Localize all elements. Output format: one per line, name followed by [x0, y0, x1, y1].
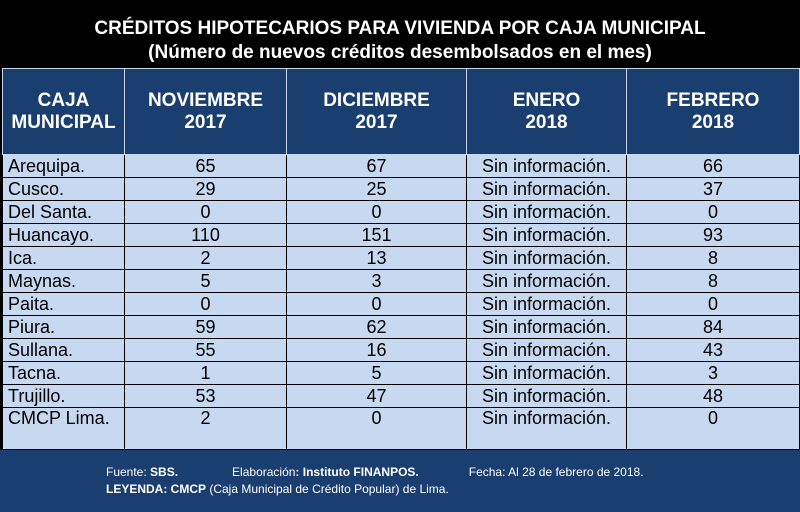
column-header-noviembre: NOVIEMBRE 2017 [125, 69, 287, 155]
cell-feb: 0 [627, 201, 800, 224]
cell-caja: Huancayo. [3, 224, 125, 247]
footer-sources [106, 464, 644, 480]
page-subtitle: (Número de nuevos créditos desembolsados en el mes) [148, 42, 652, 63]
cell-ene: Sin información. [467, 362, 627, 385]
cell-nov: 5 [125, 270, 287, 293]
table-row [3, 339, 800, 362]
table-row [3, 224, 800, 247]
column-header-caja: CAJA MUNICIPAL [3, 69, 125, 155]
column-header-diciembre: DICIEMBRE 2017 [287, 69, 467, 155]
cell-caja: Paita. [3, 293, 125, 316]
cell-dic: 62 [287, 316, 467, 339]
fuente-value: SBS. [150, 465, 179, 479]
cell-nov: 2 [125, 247, 287, 270]
cell-dic: 25 [287, 178, 467, 201]
cell-nov: 0 [125, 201, 287, 224]
cell-caja: Piura. [3, 316, 125, 339]
cell-caja: Maynas. [3, 270, 125, 293]
cell-feb: 84 [627, 316, 800, 339]
cell-dic: 0 [287, 201, 467, 224]
leyenda-label: LEYENDA: CMCP [106, 482, 207, 496]
cell-feb: 66 [627, 155, 800, 178]
cell-nov: 59 [125, 316, 287, 339]
cell-ene: Sin información. [467, 339, 627, 362]
cell-nov: 1 [125, 362, 287, 385]
cell-dic: 47 [287, 385, 467, 408]
table-row [3, 155, 800, 178]
table-header-row [3, 69, 800, 155]
cell-nov: 0 [125, 293, 287, 316]
cell-ene: Sin información. [467, 224, 627, 247]
cell-ene: Sin información. [467, 316, 627, 339]
cell-caja: Sullana. [3, 339, 125, 362]
cell-caja: Trujillo. [3, 385, 125, 408]
cell-caja: CMCP Lima. [3, 408, 125, 450]
cell-caja: Ica. [3, 247, 125, 270]
cell-feb: 48 [627, 385, 800, 408]
table-row [3, 408, 800, 450]
cell-ene: Sin información. [467, 201, 627, 224]
cell-feb: 3 [627, 362, 800, 385]
fecha-text: Fecha: Al 28 de febrero de 2018. [468, 465, 644, 479]
cell-ene: Sin información. [467, 247, 627, 270]
cell-caja: Cusco. [3, 178, 125, 201]
cell-dic: 13 [287, 247, 467, 270]
credits-table [2, 68, 800, 450]
cell-dic: 67 [287, 155, 467, 178]
footer-legend [106, 481, 449, 497]
cell-dic: 16 [287, 339, 467, 362]
cell-ene: Sin información. [467, 385, 627, 408]
page-title: CRÉDITOS HIPOTECARIOS PARA VIVIENDA POR CAJA MUNICIPAL [94, 18, 706, 39]
column-header-febrero: FEBRERO 2018 [627, 69, 800, 155]
table-row [3, 362, 800, 385]
elaboracion-value: : Instituto FINANPOS. [295, 465, 419, 479]
leyenda-value: (Caja Municipal de Crédito Popular) de Lima. [206, 482, 449, 496]
cell-caja: Arequipa. [3, 155, 125, 178]
cell-dic: 0 [287, 293, 467, 316]
cell-feb: 8 [627, 270, 800, 293]
table-row [3, 293, 800, 316]
cell-nov: 65 [125, 155, 287, 178]
title-block [0, 0, 800, 68]
cell-ene: Sin información. [467, 408, 627, 450]
column-header-enero: ENERO 2018 [467, 69, 627, 155]
elaboracion-label: Elaboración [232, 465, 296, 479]
cell-feb: 0 [627, 293, 800, 316]
cell-dic: 151 [287, 224, 467, 247]
cell-nov: 29 [125, 178, 287, 201]
table-row [3, 385, 800, 408]
cell-ene: Sin información. [467, 178, 627, 201]
cell-feb: 37 [627, 178, 800, 201]
table-row [3, 247, 800, 270]
fuente-label: Fuente: [106, 465, 151, 479]
cell-feb: 43 [627, 339, 800, 362]
cell-caja: Tacna. [3, 362, 125, 385]
cell-dic: 3 [287, 270, 467, 293]
cell-nov: 53 [125, 385, 287, 408]
cell-feb: 93 [627, 224, 800, 247]
cell-caja: Del Santa. [3, 201, 125, 224]
cell-nov: 110 [125, 224, 287, 247]
cell-ene: Sin información. [467, 293, 627, 316]
table-row [3, 178, 800, 201]
footer [0, 450, 800, 512]
cell-feb: 8 [627, 247, 800, 270]
cell-ene: Sin información. [467, 270, 627, 293]
cell-feb: 0 [627, 408, 800, 450]
cell-ene: Sin información. [467, 155, 627, 178]
cell-dic: 5 [287, 362, 467, 385]
table-row [3, 316, 800, 339]
cell-nov: 2 [125, 408, 287, 450]
table-row [3, 270, 800, 293]
table-row [3, 201, 800, 224]
cell-nov: 55 [125, 339, 287, 362]
cell-dic: 0 [287, 408, 467, 450]
